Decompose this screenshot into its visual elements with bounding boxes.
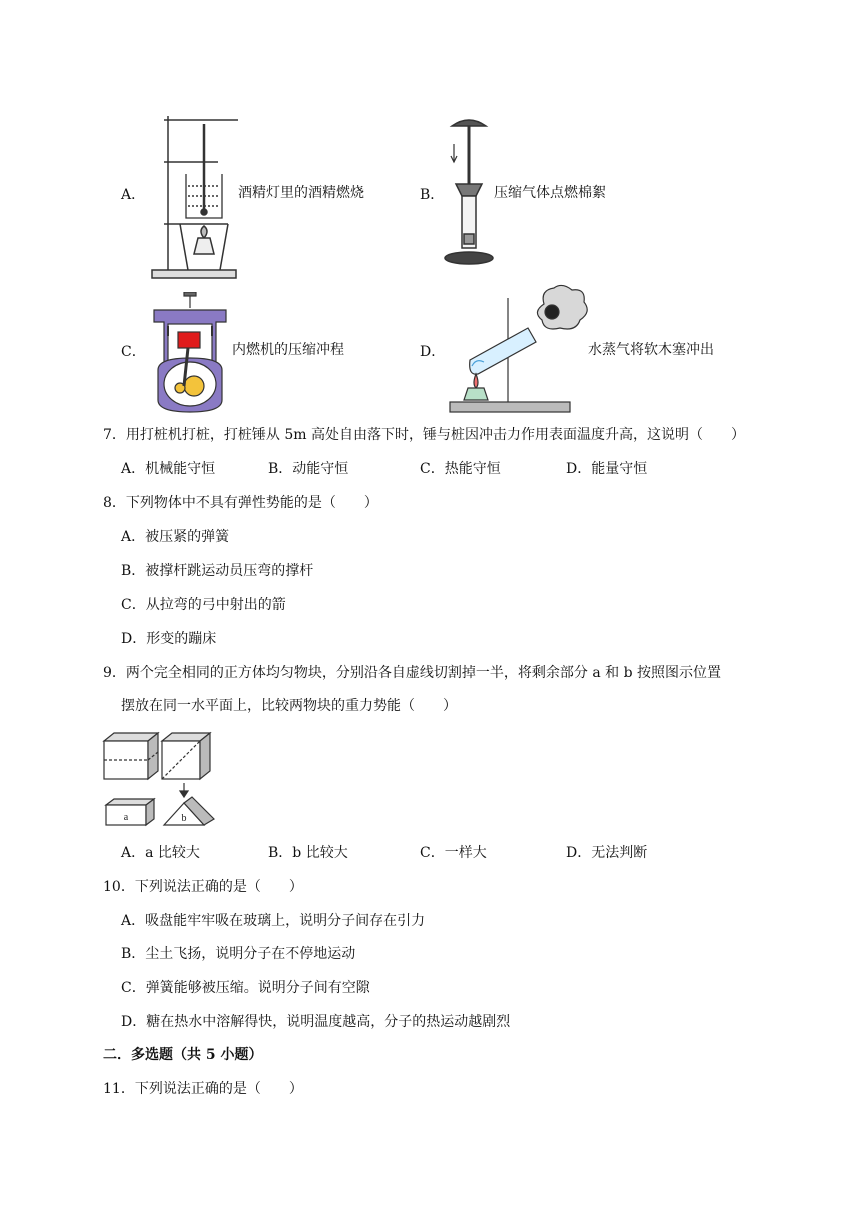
- q9-option-a: A．a 比较大: [121, 845, 200, 861]
- q7-stem: 7．用打桩机打桩，打桩锤从 5m 高处自由落下时，锤与桩因冲击力作用表面温度升高，这说明（ ）: [103, 427, 745, 443]
- q10-option-d: D．糖在热水中溶解得快，说明温度越高，分子的热运动越剧烈: [121, 1014, 511, 1030]
- q10-stem: 10．下列说法正确的是（ ）: [103, 879, 303, 895]
- q6-option-d-text: 水蒸气将软木塞冲出: [588, 342, 714, 358]
- q8-stem: 8．下列物体中不具有弹性势能的是（ ）: [103, 495, 378, 511]
- q6-option-d-letter: D．: [420, 344, 446, 360]
- q10-option-b: B．尘土飞扬，说明分子在不停地运动: [121, 946, 356, 962]
- q6-option-a-letter: A．: [121, 187, 146, 203]
- q6-option-c-text: 内燃机的压缩冲程: [232, 342, 344, 358]
- q7-option-d: D．能量守恒: [566, 461, 648, 477]
- q9-option-c: C．一样大: [420, 845, 487, 861]
- section-heading-multiple-choice: 二．多选题（共 5 小题）: [103, 1047, 263, 1063]
- q8-option-a: A．被压紧的弹簧: [121, 529, 230, 545]
- q9-stem-line2: 摆放在同一水平面上，比较两物块的重力势能（ ）: [121, 698, 457, 714]
- alcohol-lamp-apparatus-figure: [148, 106, 240, 282]
- q7-option-b: B．动能守恒: [268, 461, 349, 477]
- q9-stem-line1: 9．两个完全相同的正方体均匀物块，分别沿各自虚线切割掉一半，将剩余部分 a 和 b 按照图示位置: [103, 665, 722, 681]
- q9-option-b: B．b 比较大: [268, 845, 348, 861]
- q8-option-c: C．从拉弯的弓中射出的箭: [121, 597, 286, 613]
- q7-option-c: C．热能守恒: [420, 461, 501, 477]
- q8-option-d: D．形变的蹦床: [121, 631, 217, 647]
- q10-option-c: C．弹簧能够被压缩。说明分子间有空隙: [121, 980, 370, 996]
- q6-option-c-letter: C．: [121, 344, 146, 360]
- q10-option-a: A．吸盘能牢牢吸在玻璃上，说明分子间存在引力: [121, 913, 426, 929]
- q9-figure-label-a: a: [123, 812, 129, 823]
- q6-option-a-text: 酒精灯里的酒精燃烧: [238, 185, 364, 201]
- q6-option-b-text: 压缩气体点燃棉絮: [494, 185, 606, 201]
- engine-compression-stroke-figure: [148, 292, 232, 414]
- q9-figure-label-b: b: [181, 813, 187, 824]
- cut-cubes-figure: [102, 731, 216, 829]
- q9-option-d: D．无法判断: [566, 845, 648, 861]
- q7-option-a: A．机械能守恒: [121, 461, 216, 477]
- air-compression-cylinder-figure: [444, 116, 494, 270]
- q6-option-b-letter: B．: [420, 187, 445, 203]
- q8-option-b: B．被撑杆跳运动员压弯的撑杆: [121, 563, 314, 579]
- steam-cork-experiment-figure: [448, 284, 594, 414]
- q11-stem: 11．下列说法正确的是（ ）: [103, 1081, 303, 1097]
